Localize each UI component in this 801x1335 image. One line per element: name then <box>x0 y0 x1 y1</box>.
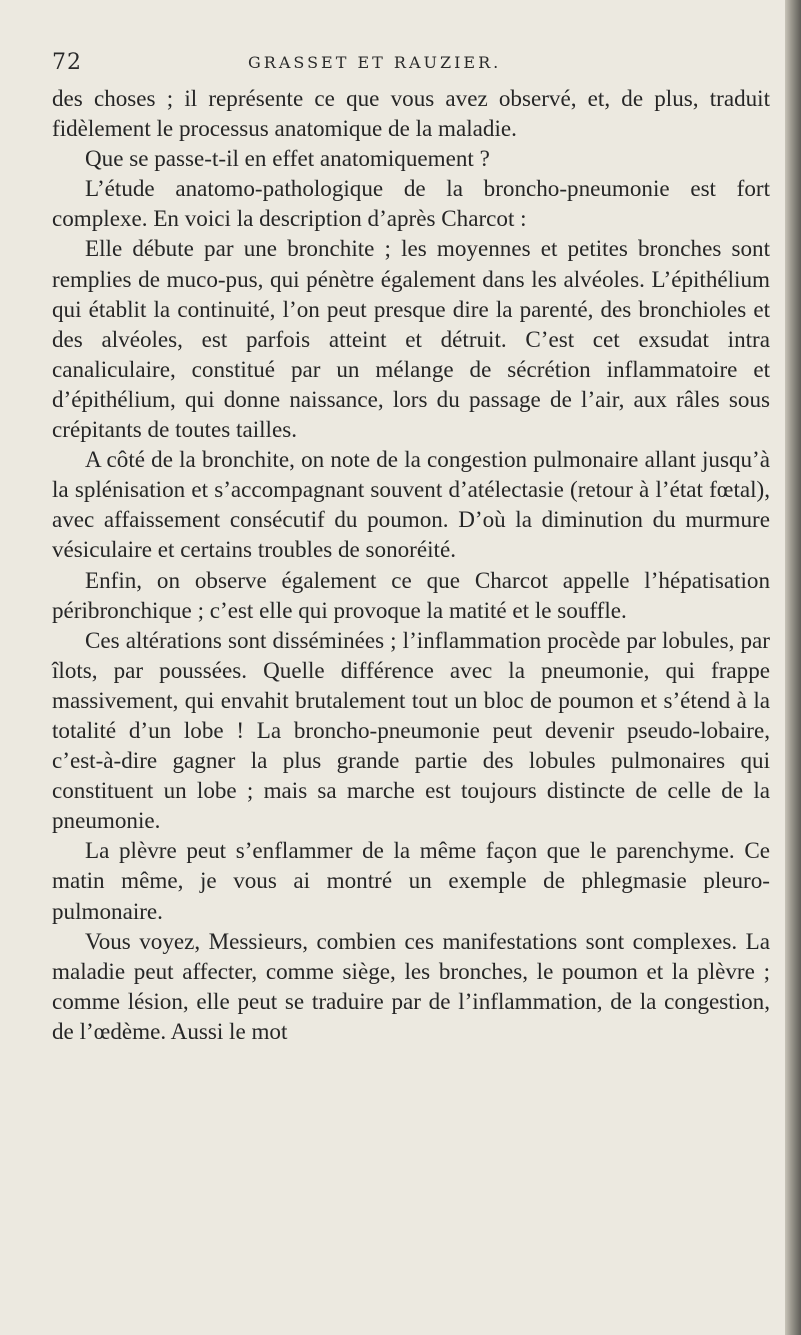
paragraph-3: L’étude anatomo-pathologique de la broncho-pneumonie est fort complexe. En voici la description d’après Charcot : <box>52 175 770 232</box>
page-header <box>52 50 752 80</box>
paragraph-1: des choses ; il représente ce que vous avez observé, et, de plus, traduit fidèlement le processus anatomique de la maladie. <box>52 85 770 142</box>
paragraph-6: Enfin, on observe également ce que Charcot appelle l’hépatisation péribronchique ; c’est elle qui provoque la matité et le souffle. <box>52 566 770 623</box>
paragraph-2: Que se passe-t-il en effet anatomiquement ? <box>85 145 490 172</box>
paragraph-7: Ces altérations sont disséminées ; l’inflammation procède par lobules, par îlots, par poussées. Quelle différence avec la pneumonie, qui frappe massivement, qui envahit brutalement tout un bloc de poumon et s’étend à la totalité d’un lobe ! La broncho-pneumonie peut devenir pseudo-lobaire, c’est-à-dire gagner la plus grande partie des lobules pulmonaires qui constituent un lobe ; mais sa marche est toujours distincte de celle de la pneumonie. <box>52 626 770 834</box>
paragraph-4: Elle débute par une bronchite ; les moyennes et petites bronches sont remplies de muco-pus, qui pénètre également dans les alvéoles. L’épithélium qui établit la continuité, l’on peut presque dire la parenté, des bronchioles et des alvéoles, est parfois atteint et détruit. C’est cet exsudat intra canaliculaire, constitué par un mélange de sécrétion inflammatoire et d’épithélium, qui donne naissance, lors du passage de l’air, aux râles sous crépitants de toutes tailles. <box>52 235 770 443</box>
body-text <box>52 83 770 1046</box>
page-number: 72 <box>52 50 82 75</box>
page-edge-shadow <box>785 0 801 1335</box>
running-head: GRASSET ET RAUZIER. <box>248 53 502 72</box>
paragraph-9: Vous voyez, Messieurs, combien ces manifestations sont complexes. La maladie peut affecter, comme siège, les bronches, le poumon et la plèvre ; comme lésion, elle peut se traduire par de l’inflammation, de la congestion, de l’œdème. Aussi le mot <box>52 927 770 1044</box>
paragraph-5: A côté de la bronchite, on note de la congestion pulmonaire allant jusqu’à la splénisation et s’accompagnant souvent d’atélectasie (retour à l’état fœtal), avec affaissement consécutif du poumon. D’où la diminution du murmure vésiculaire et certains troubles de sonoréité. <box>52 446 770 563</box>
paragraph-8: La plèvre peut s’enflammer de la même façon que le parenchyme. Ce matin même, je vous ai montré un exemple de phlegmasie pleuro-pulmonaire. <box>52 837 770 924</box>
